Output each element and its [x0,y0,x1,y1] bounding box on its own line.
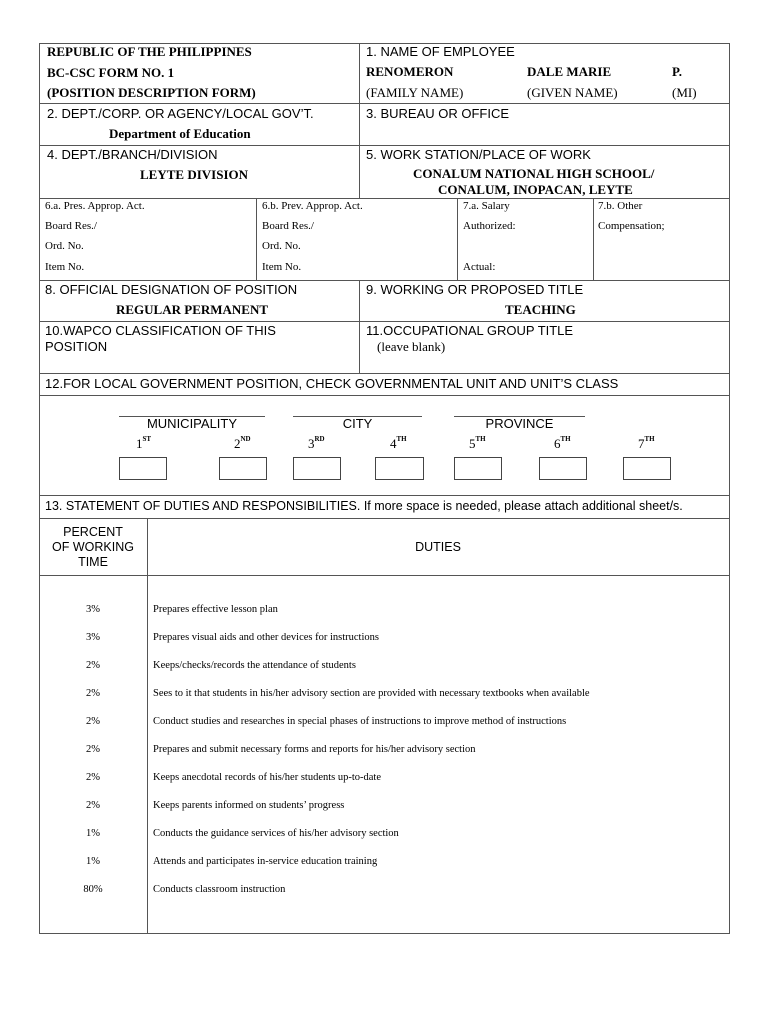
duty-percent: 1% [86,856,100,867]
class-2-checkbox[interactable] [219,457,267,480]
duty-percent: 3% [86,604,100,615]
class-6-checkbox[interactable] [539,457,587,480]
rule [359,43,360,198]
rule [39,280,730,281]
duty-text: Conducts classroom instruction [153,884,286,895]
unit-city: CITY [342,416,373,431]
branch-division-value: LEYTE DIVISION [140,167,249,182]
rule [359,280,360,373]
duty-text: Keeps parents informed on students’ progress [153,800,345,811]
working-title-value: TEACHING [505,302,576,317]
duty-text: Keeps/checks/records the attendance of students [153,660,356,671]
duty-text: Prepares effective lesson plan [153,604,278,615]
occupational-group-label: 11.OCCUPATIONAL GROUP TITLE [366,323,574,338]
rule [39,103,730,104]
dept-agency-label: 2. DEPT./CORP. OR AGENCY/LOCAL GOV’T. [47,106,314,121]
percent-header-line1: PERCENT [63,525,123,539]
class-3-checkbox[interactable] [293,457,341,480]
duty-percent: 80% [83,884,103,895]
work-station-line1: CONALUM NATIONAL HIGH SCHOOL/ [413,166,655,181]
prev-approp-title: 6.b. Prev. Approp. Act. [262,200,363,212]
bureau-office-label: 3. BUREAU OR OFFICE [366,106,510,121]
duty-text: Prepares visual aids and other devices for instructions [153,632,379,643]
rule [39,198,730,199]
duty-percent: 2% [86,688,100,699]
pres-approp-item-no: Item No. [45,261,85,273]
prev-approp-ord-no: Ord. No. [262,240,301,252]
other-comp-label: Compensation; [598,220,665,232]
unit-municipality: MUNICIPALITY [146,416,238,431]
salary-title: 7.a. Salary [463,200,510,212]
class-label-3: 3RD [308,435,325,451]
family-name-caption: (FAMILY NAME) [366,85,464,100]
wapco-label-line2: POSITION [45,339,108,354]
rule [457,198,458,280]
duty-text: Keeps anecdotal records of his/her students up-to-date [153,772,382,783]
rule [39,43,40,933]
form-republic-heading: REPUBLIC OF THE PHILIPPINES [47,44,252,59]
duty-percent: 2% [86,660,100,671]
local-gov-label: 12.FOR LOCAL GOVERNMENT POSITION, CHECK GOVERNMENTAL UNIT AND UNIT’S CLASS [45,376,619,391]
rule [593,198,594,280]
prev-approp-board-res: Board Res./ [262,220,314,232]
work-station-line2: CONALUM, INOPACAN, LEYTE [438,182,633,197]
other-comp-title: 7.b. Other [598,200,643,212]
dept-agency-value: Department of Education [109,126,251,141]
duties-header: DUTIES [415,540,461,554]
duty-percent: 2% [86,800,100,811]
rule [256,198,257,280]
class-4-checkbox[interactable] [375,457,424,480]
duty-percent: 2% [86,716,100,727]
pres-approp-title: 6.a. Pres. Approp. Act. [45,200,145,212]
class-7-checkbox[interactable] [623,457,671,480]
official-designation-label: 8. OFFICIAL DESIGNATION OF POSITION [45,282,298,297]
duties-section-label: 13. STATEMENT OF DUTIES AND RESPONSIBILITIES. If more space is needed, please attach additional sheet/s. [45,499,683,513]
work-station-label: 5. WORK STATION/PLACE OF WORK [366,147,591,162]
rule [39,495,730,496]
salary-authorized: Authorized: [463,220,516,232]
rule [39,145,730,146]
class-label-6: 6TH [554,435,571,451]
duty-percent: 3% [86,632,100,643]
class-label-4: 4TH [390,435,407,451]
class-label-1: 1ST [136,435,152,451]
duty-percent: 1% [86,828,100,839]
rule [39,575,730,576]
employee-name-label: 1. NAME OF EMPLOYEE [366,44,515,59]
class-label-2: 2ND [234,435,251,451]
family-name-value: RENOMERON [366,64,454,79]
given-name-caption: (GIVEN NAME) [527,85,618,100]
duty-text: Conduct studies and researches in special phases of instructions to improve method of instructions [153,716,567,727]
official-designation-value: REGULAR PERMANENT [116,302,269,317]
percent-header-line2: OF WORKING [52,540,134,554]
pres-approp-ord-no: Ord. No. [45,240,84,252]
form-number: BC-CSC FORM NO. 1 [47,65,175,80]
duty-text: Sees to it that students in his/her advisory section are provided with necessary textbooks when available [153,688,590,699]
duty-text: Prepares and submit necessary forms and reports for his/her advisory section [153,744,476,755]
class-label-7: 7TH [638,435,655,451]
rule [147,518,148,933]
occupational-group-note: (leave blank) [377,339,446,354]
prev-approp-item-no: Item No. [262,261,302,273]
form-title: (POSITION DESCRIPTION FORM) [47,85,256,100]
percent-header-line3: TIME [78,555,108,569]
duty-percent: 2% [86,744,100,755]
working-title-label: 9. WORKING OR PROPOSED TITLE [366,282,584,297]
duty-percent: 2% [86,772,100,783]
salary-actual: Actual: [463,261,496,273]
rule [39,321,730,322]
rule [39,373,730,374]
rule [39,518,730,519]
wapco-label-line1: 10.WAPCO CLASSIFICATION OF THIS [45,323,276,338]
class-5-checkbox[interactable] [454,457,502,480]
pres-approp-board-res: Board Res./ [45,220,97,232]
middle-initial-value: P. [672,64,682,79]
duty-text: Conducts the guidance services of his/her advisory section [153,828,399,839]
duty-text: Attends and participates in-service education training [153,856,378,867]
unit-province: PROVINCE [485,416,554,431]
rule [729,43,730,933]
class-1-checkbox[interactable] [119,457,167,480]
rule [39,933,730,934]
class-label-5: 5TH [469,435,486,451]
branch-division-label: 4. DEPT./BRANCH/DIVISION [47,147,218,162]
given-name-value: DALE MARIE [527,64,612,79]
middle-initial-caption: (MI) [672,85,697,100]
rule [39,395,730,396]
